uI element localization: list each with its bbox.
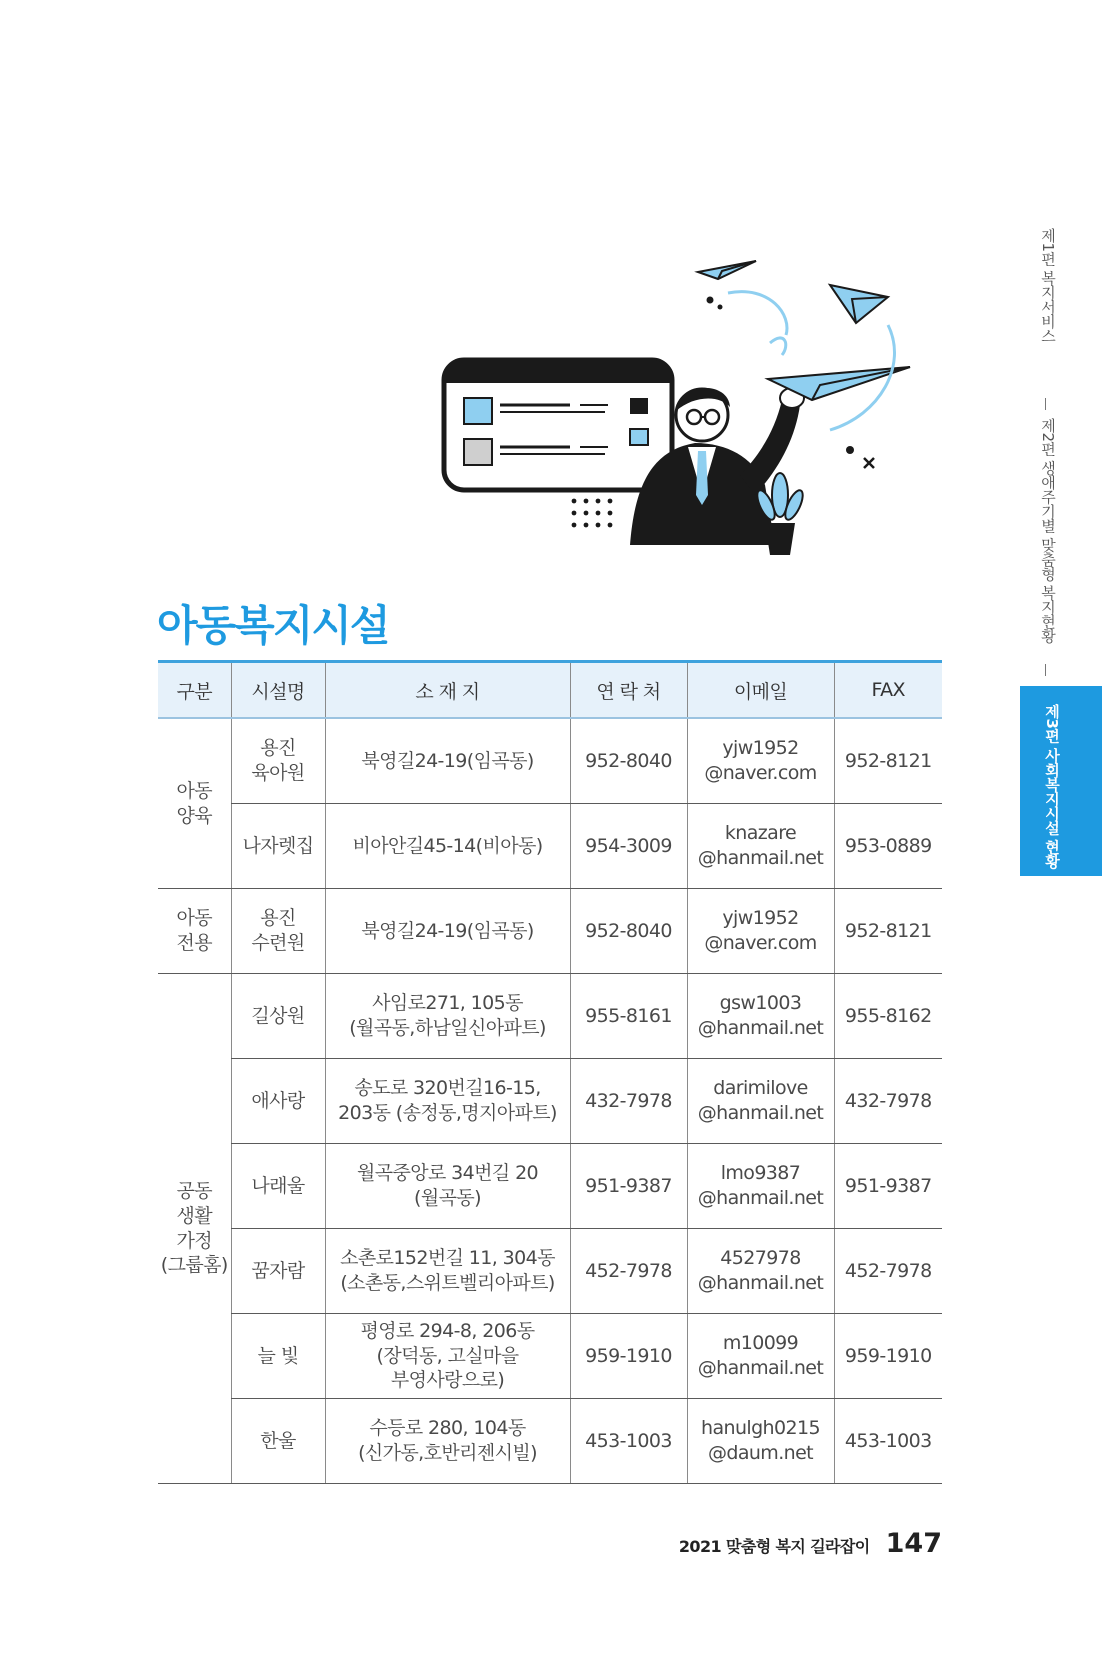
email-cell: hanulgh0215 @daum.net xyxy=(687,1399,834,1484)
fax-cell: 951-9387 xyxy=(834,1144,942,1229)
facility-name-cell: 한울 xyxy=(231,1399,325,1484)
facility-name-cell: 용진 수련원 xyxy=(231,889,325,974)
email-cell: gsw1003 @hanmail.net xyxy=(687,974,834,1059)
header-address: 소 재 지 xyxy=(325,662,570,719)
side-chapter-nav xyxy=(1020,0,1102,900)
page-title: 아동복지시설 xyxy=(157,601,389,650)
fax-cell: 452-7978 xyxy=(834,1229,942,1314)
facility-name-cell: 꿈자람 xyxy=(231,1229,325,1314)
category-cell: 공동 생활 가정 (그룹홈) xyxy=(158,974,231,1484)
header-facility-name: 시설명 xyxy=(231,662,325,719)
fax-cell: 953-0889 xyxy=(834,804,942,889)
category-cell: 아동 양육 xyxy=(158,718,231,889)
email-cell: knazare @hanmail.net xyxy=(687,804,834,889)
email-cell: darimilove @hanmail.net xyxy=(687,1059,834,1144)
plant-pot-icon xyxy=(765,523,795,555)
page-number: 147 xyxy=(885,1528,942,1559)
address-cell: 북영길24-19(임곡동) xyxy=(325,889,570,974)
footer-book-title: 2021 맞춤형 복지 길라잡이 xyxy=(678,1537,870,1556)
table-row xyxy=(158,1314,942,1399)
email-cell: lmo9387 @hanmail.net xyxy=(687,1144,834,1229)
phone-cell: 955-8161 xyxy=(570,974,687,1059)
email-cell: yjw1952 @naver.com xyxy=(687,718,834,804)
email-cell: m10099 @hanmail.net xyxy=(687,1314,834,1399)
address-cell: 사임로271, 105동 (월곡동,하남일신아파트) xyxy=(325,974,570,1059)
category-cell: 아동 전용 xyxy=(158,889,231,974)
table-row xyxy=(158,1144,942,1229)
table-row xyxy=(158,889,942,974)
address-cell: 수등로 280, 104동 (신가동,호반리젠시빌) xyxy=(325,1399,570,1484)
phone-cell: 952-8040 xyxy=(570,718,687,804)
phone-cell: 951-9387 xyxy=(570,1144,687,1229)
phone-cell: 952-8040 xyxy=(570,889,687,974)
side-tab-part2[interactable]: 제2편 생애주기별 맞춤형 복지현황 xyxy=(1039,418,1057,643)
table-row xyxy=(158,804,942,889)
facility-name-cell: 나자렛집 xyxy=(231,804,325,889)
fax-cell: 955-8162 xyxy=(834,974,942,1059)
side-tab-part3-label: 제3편 사회복지시설 현황 xyxy=(1043,704,1061,869)
side-tab-part1[interactable]: 제1편 복지서비스 xyxy=(1039,228,1057,343)
fax-cell: 952-8121 xyxy=(834,889,942,974)
address-cell: 평영로 294-8, 206동 (장덕동, 고실마을 부영사랑으로) xyxy=(325,1314,570,1399)
page-footer xyxy=(679,1528,942,1559)
table-row xyxy=(158,1399,942,1484)
email-cell: 4527978 @hanmail.net xyxy=(687,1229,834,1314)
phone-cell: 954-3009 xyxy=(570,804,687,889)
address-cell: 월곡중앙로 34번길 20 (월곡동) xyxy=(325,1144,570,1229)
facility-table xyxy=(158,660,942,1484)
side-divider xyxy=(1045,664,1046,676)
table-header-row xyxy=(158,662,942,719)
paper-plane-illustration xyxy=(440,255,960,585)
phone-cell: 432-7978 xyxy=(570,1059,687,1144)
facility-name-cell: 길상원 xyxy=(231,974,325,1059)
phone-cell: 452-7978 xyxy=(570,1229,687,1314)
header-phone: 연 락 처 xyxy=(570,662,687,719)
address-cell: 비아안길45-14(비아동) xyxy=(325,804,570,889)
side-divider xyxy=(1045,398,1046,410)
fax-cell: 959-1910 xyxy=(834,1314,942,1399)
facility-name-cell: 나래울 xyxy=(231,1144,325,1229)
fax-cell: 453-1003 xyxy=(834,1399,942,1484)
table-row xyxy=(158,974,942,1059)
email-cell: yjw1952 @naver.com xyxy=(687,889,834,974)
table-row xyxy=(158,1059,942,1144)
table-row xyxy=(158,1229,942,1314)
header-fax: FAX xyxy=(834,662,942,719)
facility-name-cell: 늘 빛 xyxy=(231,1314,325,1399)
address-cell: 소촌로152번길 11, 304동 (소촌동,스위트벨리아파트) xyxy=(325,1229,570,1314)
address-cell: 북영길24-19(임곡동) xyxy=(325,718,570,804)
table-row xyxy=(158,718,942,804)
fax-cell: 952-8121 xyxy=(834,718,942,804)
fax-cell: 432-7978 xyxy=(834,1059,942,1144)
phone-cell: 453-1003 xyxy=(570,1399,687,1484)
phone-cell: 959-1910 xyxy=(570,1314,687,1399)
header-email: 이메일 xyxy=(687,662,834,719)
header-category: 구분 xyxy=(158,662,231,719)
facility-name-cell: 애사랑 xyxy=(231,1059,325,1144)
side-tab-part3-active[interactable] xyxy=(1020,686,1102,876)
facility-name-cell: 용진 육아원 xyxy=(231,718,325,804)
address-cell: 송도로 320번길16-15, 203동 (송정동,명지아파트) xyxy=(325,1059,570,1144)
